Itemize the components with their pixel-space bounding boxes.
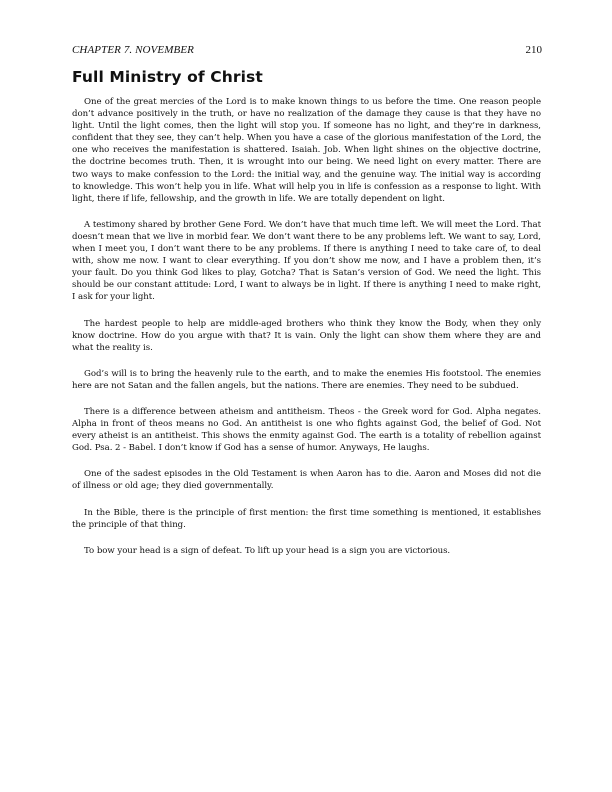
paragraph-2: A testimony shared by brother Gene Ford. We don’t have that much time left. We will meet the Lord. That doesn’t mean that we live in morbid fear. We don’t want there to be any problems left. We want to say, Lord, when I meet you, I don’t want there to be any problems. If there is anything I need to take care of, to deal with, show me now. I want to clear everything. If you don’t show me now, and I have a problem then, it’s your fault. Do you think God likes to play, Gotcha? That is Satan’s version of God. We need the light. This should be our constant attitude: Lord, I want to always be in light. If there is anything I need to make right, I ask for your light. — [72, 219, 541, 303]
paragraph-1: One of the great mercies of the Lord is to make known things to us before the time. One reason people don’t advance positively in the truth, or have no realization of the damage they cause is that they have no light. Until the light comes, then the light will stop you. If someone has no light, and they’re in darkness, confident that they see, they can’t help. When you have a case of the glorious manifestation of the Lord, the one who receives the manifestation is shattered. Isaiah. Job. When light shines on the objective doctrine, the doctrine becomes truth. Then, it is wrought into our being. We need light on every matter. There are two ways to make confession to the Lord: the initial way, and the genuine way. The initial way is according to knowledge. This won’t help you in life. What will help you in life is confession as a response to light. With light, there if life, fellowship, and the growth in life. We are totally dependent on light. — [72, 97, 541, 204]
section-title: Full Ministry of Christ — [72, 68, 263, 86]
paragraph-6: One of the sadest episodes in the Old Testament is when Aaron has to die. Aaron and Moses did not die of illness or old age; they died governmentally. — [72, 469, 541, 492]
paragraph-7: In the Bible, there is the principle of first mention: the first time something is mentioned, it establishes the principle of that thing. — [72, 507, 541, 530]
body-text — [72, 96, 541, 571]
paragraph-8: To bow your head is a sign of defeat. To lift up your head is a sign you are victorious. — [84, 545, 451, 556]
page-number: 210 — [525, 44, 542, 56]
paragraph-5: There is a difference between atheism and antitheism. Theos - the Greek word for God. Alpha negates. Alpha in front of theos means no God. An antitheist is one who fights against God, the belief of God. Not every atheist is an antitheist. This shows the enmity against God. The earth is a totality of rebellion against God. Psa. 2 - Babel. I don’t know if God has a sense of humor. Anyways, He laughs. — [72, 406, 541, 454]
running-header — [72, 44, 542, 58]
paragraph-4: God’s will is to bring the heavenly rule to the earth, and to make the enemies His footstool. The enemies here are not Satan and the fallen angels, but the nations. There are enemies. They need to be subdued. — [72, 368, 541, 391]
paragraph-3: The hardest people to help are middle-aged brothers who think they know the Body, when they only know doctrine. How do you argue with that? It is vain. Only the light can show them where they are and what the reality is. — [72, 318, 541, 353]
chapter-label: CHAPTER 7. NOVEMBER — [72, 44, 194, 56]
